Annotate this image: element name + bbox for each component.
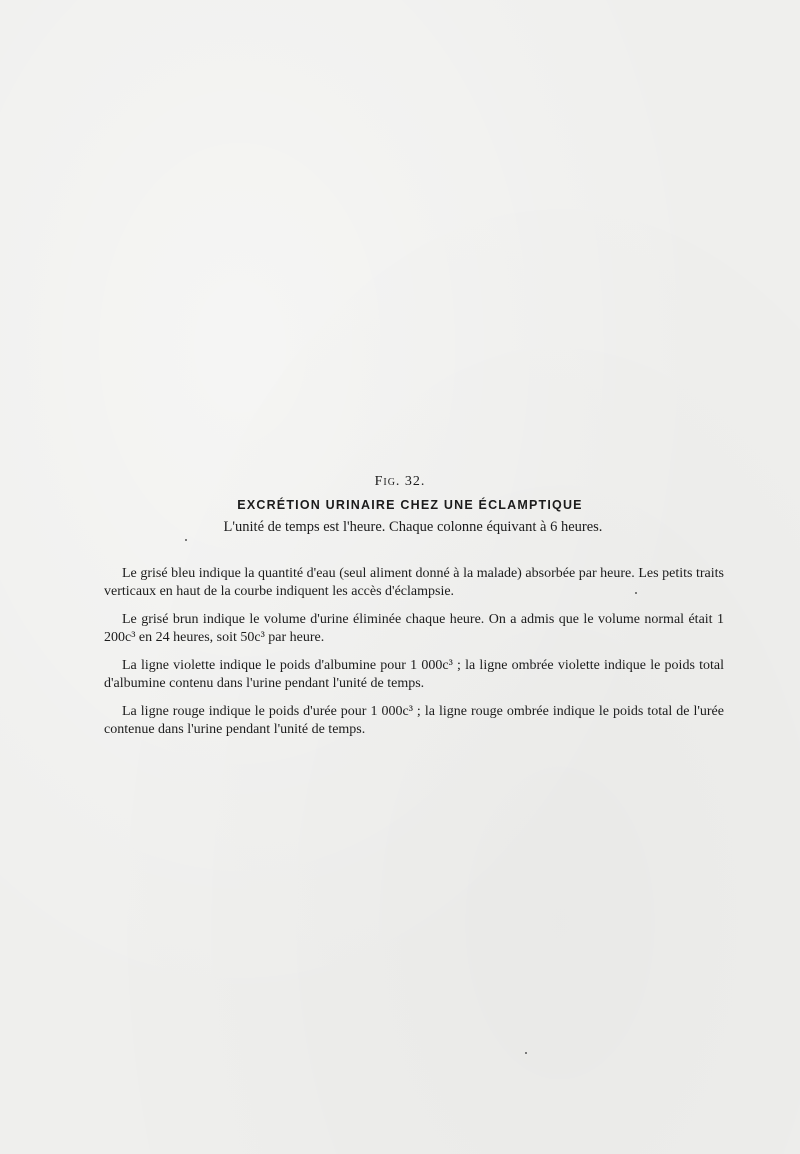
legend-paragraph-red: La ligne rouge indique le poids d'urée pour 1 000c³ ; la ligne rouge ombrée indique le poids total de l'urée contenue dans l'urine pendant l'unité de temps.	[104, 704, 724, 737]
legend-paragraph-blue: Le grisé bleu indique la quantité d'eau (seul aliment donné à la malade) absorbée par heure. Les petits traits verticaux en haut de la courbe indiquent les accès d'éclampsie.	[104, 566, 724, 599]
legend-text	[104, 565, 724, 749]
paper-speck	[185, 539, 187, 541]
legend-paragraph-violet: La ligne violette indique le poids d'albumine pour 1 000c³ ; la ligne ombrée violette indique le poids total d'albumine contenu dans l'urine pendant l'unité de temps.	[104, 658, 724, 691]
figure-label: Fig. 32.	[374, 474, 426, 489]
paper-speck	[635, 592, 637, 594]
figure-title: EXCRÉTION URINAIRE CHEZ UNE ÉCLAMPTIQUE	[237, 498, 583, 512]
legend-paragraph-brown: Le grisé brun indique le volume d'urine éliminée chaque heure. On a admis que le volume normal était 1 200c³ en 24 heures, soit 50c³ par heure.	[104, 612, 724, 645]
paper-speck	[525, 1052, 527, 1054]
figure-subtitle: L'unité de temps est l'heure. Chaque colonne équivant à 6 heures.	[223, 519, 603, 535]
